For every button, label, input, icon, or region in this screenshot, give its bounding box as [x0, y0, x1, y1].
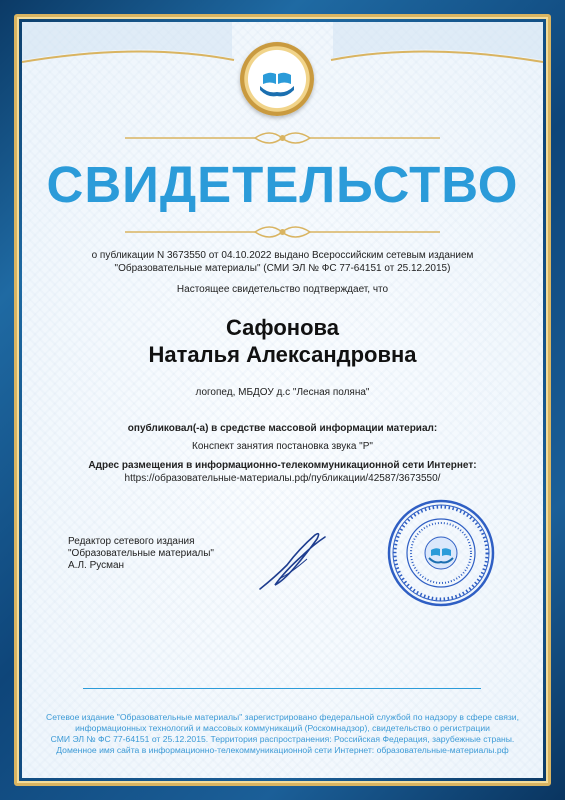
- recipient-surname: Сафонова: [226, 315, 339, 340]
- editor-line-3: А.Л. Русман: [68, 560, 125, 571]
- footer-note: [45, 712, 520, 756]
- footer-divider: [83, 688, 481, 689]
- signature-icon: [255, 527, 335, 597]
- editor-block: [68, 536, 214, 572]
- address-url: https://образовательные-материалы.рф/публикации/42587/3673550/: [124, 473, 441, 484]
- ornament-divider-icon: [125, 222, 440, 242]
- confirms-text: Настоящее свидетельство подтверждает, что: [176, 284, 389, 295]
- ornament-divider-icon: [125, 128, 440, 148]
- editor-line-2: "Образовательные материалы": [68, 548, 214, 559]
- footer-line-4: Доменное имя сайта в информационно-телекоммуникационной сети Интернет: образовательные-материалы.рф: [56, 745, 509, 755]
- footer-line-3: СМИ ЭЛ № ФС 77-64151 от 25.12.2015. Территория распространения: Российская Федерация, зарубежные страны.: [50, 734, 515, 744]
- footer-line-1: Сетевое издание "Образовательные материалы" зарегистрировано федеральной службой по надзору в сфере связи,: [46, 712, 519, 722]
- address-label: Адрес размещения в информационно-телекоммуникационной сети Интернет:: [88, 460, 477, 471]
- recipient-given-names: Наталья Александровна: [148, 342, 417, 367]
- published-label: опубликовал(-а) в средстве массовой информации материал:: [127, 423, 438, 434]
- round-stamp-icon: [386, 498, 496, 608]
- editor-line-1: Редактор сетевого издания: [68, 536, 195, 547]
- open-book-hands-logo-icon: [240, 42, 314, 116]
- footer-line-2: информационных технологий и массовых коммуникаций (Роскомнадзор), свидетельство о регистрации: [75, 723, 490, 733]
- publication-line-1: о публикации N 3673550 от 04.10.2022 выдано Всероссийским сетевым изданием: [91, 250, 474, 261]
- publication-line-2: "Образовательные материалы" (СМИ ЭЛ № ФС 77-64151 от 25.12.2015): [114, 263, 451, 274]
- material-title: Конспект занятия постановка звука "Р": [192, 441, 373, 452]
- certificate-title: СВИДЕТЕЛЬСТВО: [46, 156, 519, 213]
- recipient-position: логопед, МБДОУ д.с "Лесная поляна": [195, 387, 370, 398]
